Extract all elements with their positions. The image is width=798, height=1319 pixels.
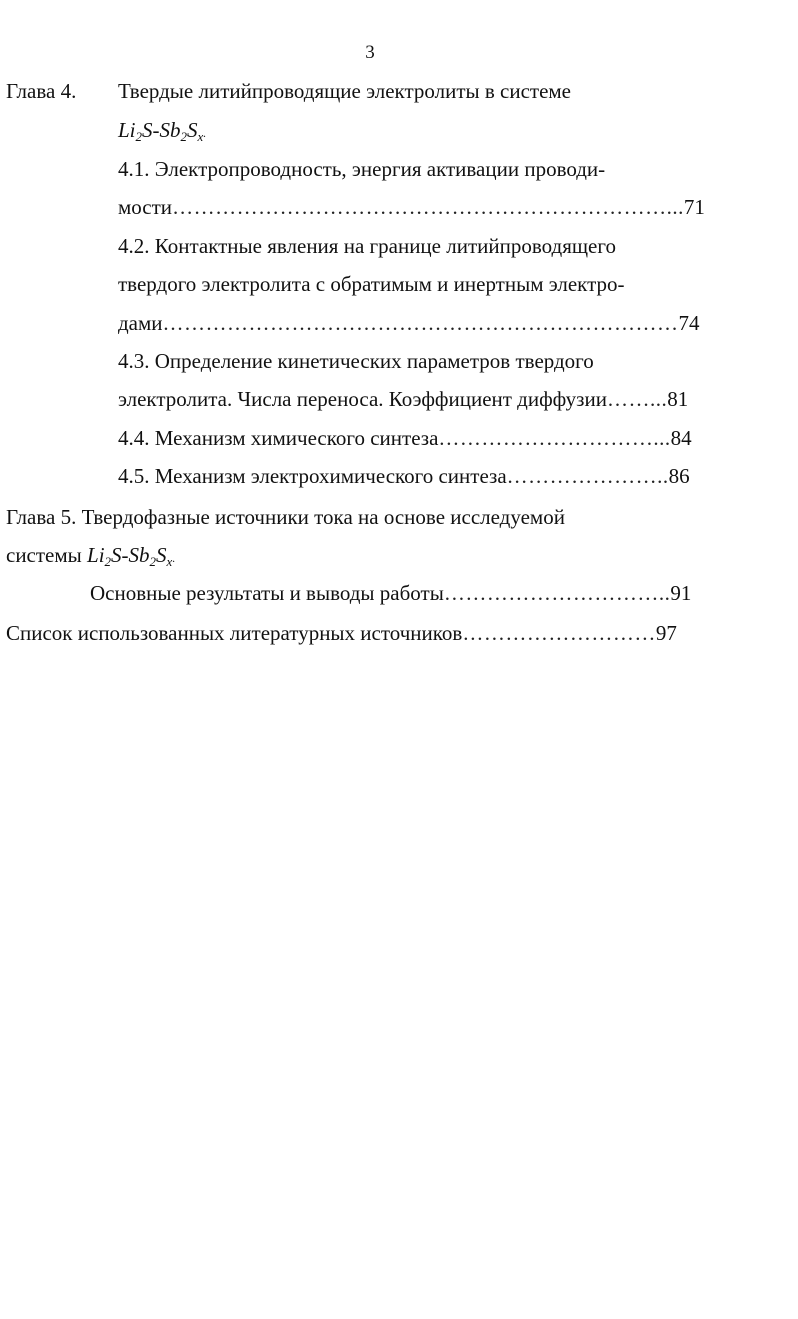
toc-entry-results: Основные результаты и выводы работы…………………………..91 [90, 581, 692, 605]
toc-page-81: 81 [667, 387, 689, 411]
toc-entry-4-3-line1: 4.3. Определение кинетических параметров твердого [118, 349, 594, 373]
toc-entry-4-2-line3: дами………………………………………………………………74 [118, 311, 700, 335]
chapter-4-title: Твердые литийпроводящие электролиты в системе [118, 79, 572, 103]
page-number: 3 [365, 42, 375, 63]
toc-page-84: 84 [670, 426, 692, 450]
toc-entry-4-4: 4.4. Механизм химического синтеза…………………………...84 [118, 426, 692, 450]
toc-page-71: 71 [683, 195, 705, 219]
toc-entry-4-1-line2: мости……………………………………………………………...71 [118, 195, 705, 219]
chapter-4-label: Глава 4. [6, 79, 77, 103]
chapter-5-formula: $Li_2S-Sb_2S_x$. [87, 543, 176, 569]
toc-entry-4-3-line2: электролита. Числа переноса. Коэффициент диффузии……...81 [118, 387, 689, 411]
chapter-4-formula: $Li_2S-Sb_2S_x$. [118, 118, 207, 144]
toc-entry-4-1-line1: 4.1. Электропроводность, энергия активации проводи- [118, 157, 606, 181]
toc-entry-references: Список использованных литературных источников………………………97 [6, 621, 677, 645]
toc-entry-4-2-line1: 4.2. Контактные явления на границе литийпроводящего [118, 234, 616, 258]
chapter-5-title-line2: системы $Li_2S-Sb_2S_x$. [6, 543, 176, 569]
toc-page-91: 91 [670, 581, 692, 605]
chapter-5-title: Глава 5. Твердофазные источники тока на основе исследуемой [6, 505, 565, 529]
toc-page-74: 74 [678, 311, 700, 335]
toc-entry-4-2-line2: твердого электролита с обратимым и инертным электро- [118, 272, 625, 296]
toc-page-86: 86 [668, 464, 690, 488]
toc-page-97: 97 [655, 621, 677, 645]
toc-entry-4-5: 4.5. Механизм электрохимического синтеза…………………..86 [118, 464, 690, 488]
